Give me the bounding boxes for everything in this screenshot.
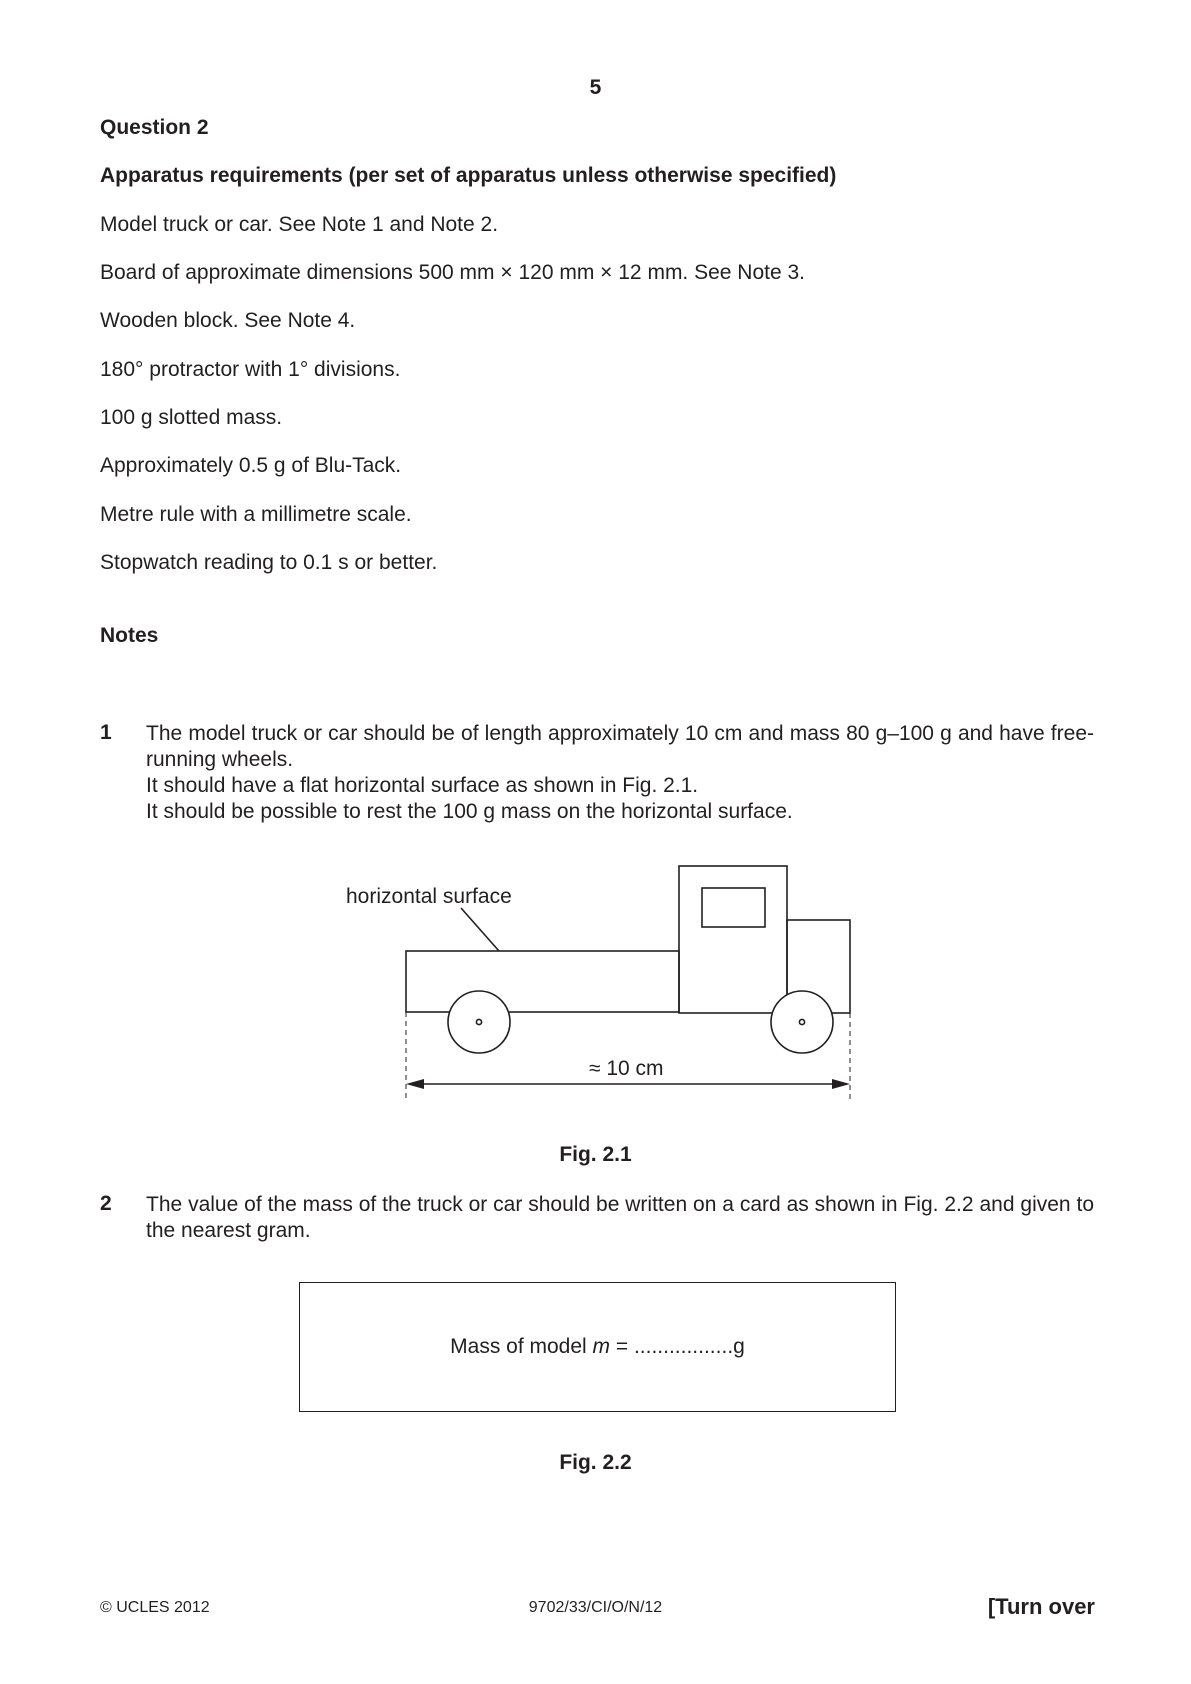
truck-bed xyxy=(406,951,679,1012)
apparatus-item: Approximately 0.5 g of Blu-Tack. xyxy=(100,454,402,477)
apparatus-item: Wooden block. See Note 4. xyxy=(100,309,356,332)
dimension-arrow-left xyxy=(406,1079,424,1089)
front-wheel xyxy=(771,991,833,1053)
note-line: The value of the mass of the truck or car should be written on a card as shown in Fig. 2.2 and given to the nearest gram. xyxy=(146,1193,1094,1242)
turn-over: [Turn over xyxy=(987,1594,1095,1619)
notes-heading: Notes xyxy=(100,624,159,647)
mass-card xyxy=(299,1282,896,1412)
paper-code: 9702/33/CI/O/N/12 xyxy=(528,1599,663,1616)
note-line: It should have a flat horizontal surface as shown in Fig. 2.1. xyxy=(146,774,699,797)
mass-card-prefix: Mass of model xyxy=(450,1335,593,1358)
note-number: 1 xyxy=(100,721,112,744)
apparatus-item: Board of approximate dimensions 500 mm × 120 mm × 12 mm. See Note 3. xyxy=(100,261,806,284)
apparatus-heading: Apparatus requirements (per set of apparatus unless otherwise specified) xyxy=(100,164,837,187)
note-number: 2 xyxy=(100,1192,112,1215)
copyright: © UCLES 2012 xyxy=(100,1599,210,1616)
mass-card-text xyxy=(300,1335,895,1359)
apparatus-item: Model truck or car. See Note 1 and Note 2. xyxy=(100,213,499,236)
fig-2-2-caption: Fig. 2.2 xyxy=(559,1451,632,1474)
fig-2-1-caption: Fig. 2.1 xyxy=(559,1143,632,1166)
note-line: It should be possible to rest the 100 g mass on the horizontal surface. xyxy=(146,800,793,823)
page-number: 5 xyxy=(589,76,602,99)
apparatus-item: Metre rule with a millimetre scale. xyxy=(100,503,412,526)
question-title: Question 2 xyxy=(100,116,209,139)
mass-variable: m xyxy=(592,1335,611,1358)
rear-wheel xyxy=(448,991,510,1053)
surface-label: horizontal surface xyxy=(346,885,512,908)
apparatus-item: 100 g slotted mass. xyxy=(100,406,283,429)
dimension-arrow-right xyxy=(832,1079,850,1089)
length-label: ≈ 10 cm xyxy=(589,1057,664,1080)
surface-leader-line xyxy=(461,908,499,951)
mass-card-suffix: = .................g xyxy=(610,1335,745,1358)
apparatus-item: Stopwatch reading to 0.1 s or better. xyxy=(100,551,438,574)
apparatus-item: 180° protractor with 1° divisions. xyxy=(100,358,401,381)
note-line: The model truck or car should be of length approximately 10 cm and mass 80 g–100 g and have free-running wheels. xyxy=(146,722,1094,771)
truck-window xyxy=(702,888,765,927)
note-2-body xyxy=(146,1192,1094,1244)
